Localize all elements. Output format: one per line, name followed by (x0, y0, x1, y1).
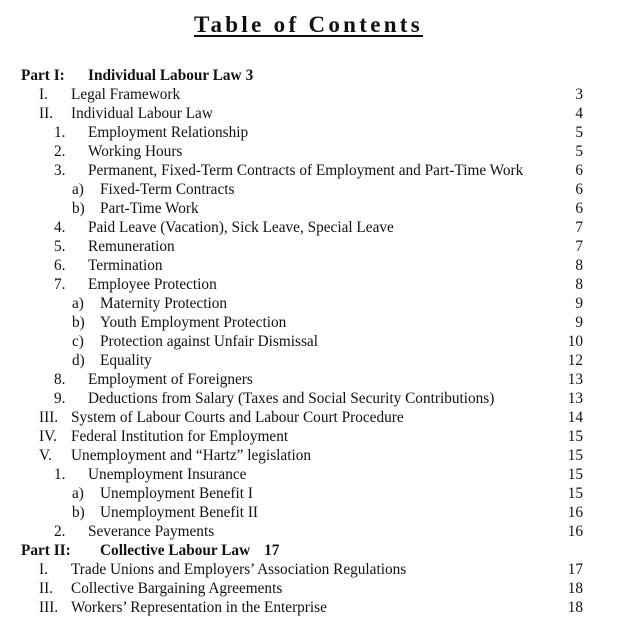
toc-entry-page: 8 (575, 257, 583, 274)
toc-entry (0, 218, 617, 237)
toc-entry (0, 294, 617, 313)
toc-entry (0, 427, 617, 446)
table-of-contents (0, 66, 617, 617)
toc-entry-page: 13 (567, 390, 583, 407)
toc-entry-title: Individual Labour Law (71, 105, 213, 122)
toc-entry-number: 5. (54, 238, 66, 255)
toc-entry-page: 15 (567, 485, 583, 502)
toc-entry-number: b) (72, 314, 85, 331)
toc-entry (0, 123, 617, 142)
toc-entry-page: 9 (575, 295, 583, 312)
toc-entry-title: Collective Bargaining Agreements (71, 580, 283, 597)
toc-entry-number: III. (39, 599, 59, 616)
toc-entry-number: a) (72, 485, 84, 502)
toc-entry-page: 18 (567, 599, 583, 616)
toc-entry-title: Permanent, Fixed-Term Contracts of Employment and Part-Time Work (88, 162, 524, 179)
toc-entry-title: Paid Leave (Vacation), Sick Leave, Special Leave (88, 219, 394, 236)
toc-entry-number: 2. (54, 523, 66, 540)
toc-entry (0, 503, 617, 522)
toc-entry-page: 15 (567, 466, 583, 483)
toc-entry-page: 15 (567, 428, 583, 445)
toc-entry (0, 256, 617, 275)
toc-entry-number: I. (39, 86, 48, 103)
toc-entry-page: 6 (575, 200, 583, 217)
toc-entry-page: 13 (567, 371, 583, 388)
toc-entry-number: a) (72, 181, 84, 198)
toc-entry-number: 9. (54, 390, 66, 407)
toc-entry-title: Federal Institution for Employment (71, 428, 289, 445)
toc-entry (0, 313, 617, 332)
toc-entry (0, 237, 617, 256)
toc-entry-page: 18 (567, 580, 583, 597)
toc-entry (0, 560, 617, 579)
toc-entry (0, 104, 617, 123)
toc-entry-title: Employment Relationship (88, 124, 249, 141)
toc-entry (0, 370, 617, 389)
toc-entry-number: b) (72, 200, 85, 217)
toc-entry-title: Youth Employment Protection (100, 314, 287, 331)
toc-entry-title: Maternity Protection (100, 295, 228, 312)
toc-entry-page: 6 (575, 181, 583, 198)
toc-entry-number: 8. (54, 371, 66, 388)
toc-entry-title: Severance Payments (88, 523, 215, 540)
toc-entry (0, 446, 617, 465)
toc-entry-page: 3 (245, 67, 254, 84)
toc-entry (0, 142, 617, 161)
toc-entry-number: II. (39, 580, 54, 597)
toc-entry-title: Termination (88, 257, 163, 274)
toc-entry (0, 579, 617, 598)
toc-entry-number: 3. (54, 162, 66, 179)
toc-entry (0, 85, 617, 104)
toc-entry-title: Legal Framework (71, 86, 181, 103)
toc-entry-number: Part II: (21, 542, 71, 559)
toc-entry-number: 2. (54, 143, 66, 160)
toc-entry-page: 15 (567, 447, 583, 464)
toc-entry-title: Deductions from Salary (Taxes and Social Security Contributions) (88, 390, 495, 407)
toc-part-heading (0, 66, 617, 85)
toc-entry-title: Individual Labour Law 3 (88, 67, 254, 84)
toc-entry-number: 4. (54, 219, 66, 236)
toc-entry-number: Part I: (21, 67, 65, 84)
toc-entry (0, 275, 617, 294)
page-title: Table of Contents (193, 12, 424, 37)
toc-entry-title: Protection against Unfair Dismissal (100, 333, 318, 350)
toc-entry-title: System of Labour Courts and Labour Court Procedure (71, 409, 404, 426)
toc-entry-page: 12 (567, 352, 583, 369)
toc-entry-page: 5 (575, 143, 583, 160)
toc-part-heading (0, 541, 617, 560)
toc-entry-page: 5 (575, 124, 583, 141)
toc-entry-title: Unemployment Insurance (88, 466, 247, 483)
toc-entry-page: 7 (575, 238, 583, 255)
toc-entry (0, 484, 617, 503)
toc-entry-page: 4 (575, 105, 583, 122)
toc-entry-page: 16 (567, 504, 583, 521)
toc-entry-number: d) (72, 352, 85, 369)
toc-entry (0, 161, 617, 180)
toc-entry-title: Collective Labour Law 17 (100, 542, 280, 559)
toc-entry-page: 17 (264, 542, 280, 559)
toc-entry-title: Remuneration (88, 238, 175, 255)
toc-entry-title: Equality (100, 352, 152, 369)
toc-entry-number: I. (39, 561, 48, 578)
toc-entry-title: Employee Protection (88, 276, 217, 293)
toc-entry-page: 10 (567, 333, 583, 350)
toc-entry-number: 6. (54, 257, 66, 274)
toc-entry-page: 8 (575, 276, 583, 293)
toc-entry (0, 408, 617, 427)
toc-entry (0, 180, 617, 199)
toc-entry (0, 199, 617, 218)
toc-entry-page: 14 (567, 409, 583, 426)
toc-entry-number: b) (72, 504, 85, 521)
toc-entry-page: 6 (575, 162, 583, 179)
toc-entry-title: Unemployment and “Hartz” legislation (71, 447, 311, 464)
toc-entry (0, 465, 617, 484)
toc-entry-title: Part-Time Work (100, 200, 199, 217)
toc-entry-title: Unemployment Benefit II (100, 504, 259, 521)
toc-entry-page: 9 (575, 314, 583, 331)
toc-entry-number: IV. (39, 428, 57, 445)
toc-entry (0, 351, 617, 370)
toc-entry-number: V. (39, 447, 52, 464)
toc-entry-title: Unemployment Benefit I (100, 485, 253, 502)
toc-entry-number: II. (39, 105, 54, 122)
toc-entry-number: 7. (54, 276, 66, 293)
toc-entry (0, 522, 617, 541)
toc-entry-number: III. (39, 409, 59, 426)
toc-entry-title: Fixed-Term Contracts (100, 181, 235, 198)
toc-entry-title: Workers’ Representation in the Enterprise (71, 599, 327, 616)
toc-entry-title: Working Hours (88, 143, 183, 160)
toc-entry-page: 17 (567, 561, 583, 578)
toc-entry-page: 7 (575, 219, 583, 236)
toc-entry-title: Trade Unions and Employers’ Association Regulations (71, 561, 407, 578)
toc-entry-title: Employment of Foreigners (88, 371, 253, 388)
toc-entry-page: 3 (575, 86, 583, 103)
toc-entry-number: 1. (54, 124, 66, 141)
toc-entry-number: a) (72, 295, 84, 312)
toc-entry-page: 16 (567, 523, 583, 540)
toc-entry (0, 389, 617, 408)
toc-entry (0, 598, 617, 617)
toc-entry-number: 1. (54, 466, 66, 483)
toc-entry (0, 332, 617, 351)
toc-entry-number: c) (72, 333, 84, 350)
